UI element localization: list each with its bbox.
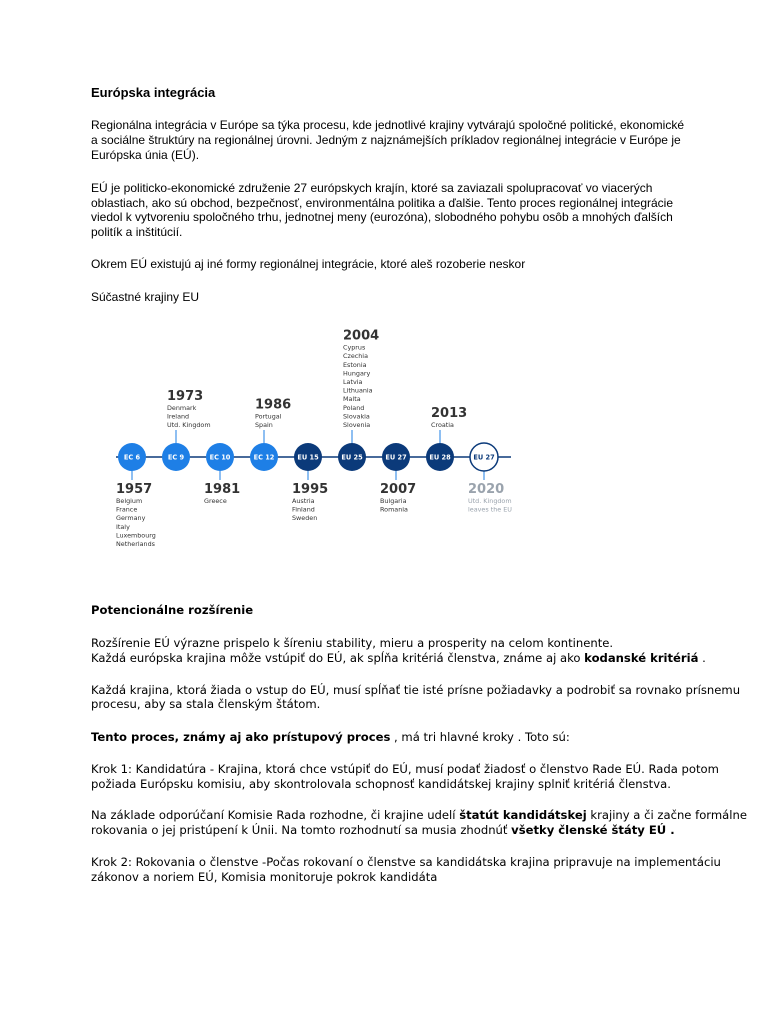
- bold-term: kodanské kritériá: [584, 651, 699, 665]
- milestone-year: 1957: [116, 482, 153, 497]
- member-country: Finland: [292, 505, 315, 514]
- milestone-year: 2020: [468, 482, 505, 497]
- text-run: , má tri hlavné kroky . Toto sú:: [390, 730, 570, 744]
- section-heading: Potencionálne rozšírenie: [91, 603, 254, 617]
- member-country: Austria: [292, 497, 315, 505]
- paragraph-line: [91, 823, 675, 838]
- member-country: Cyprus: [343, 343, 366, 352]
- member-country: France: [116, 505, 138, 514]
- paragraph-line: zákonov a noriem EÚ, Komisia monitoruje pokrok kandidáta: [91, 870, 438, 884]
- paragraph-line: Krok 2: Rokovania o členstve -Počas rokovaní o členstve sa kandidátska krajina pripravuje na implementáciu: [91, 855, 721, 869]
- member-country: Slovakia: [343, 412, 370, 421]
- member-country: Poland: [343, 403, 365, 412]
- paragraph-line: požiada Európsku komisiu, aby skontrolovala schopnosť kandidátskej krajiny splniť kritériá členstva.: [91, 777, 671, 791]
- paragraph-line: Súčastné krajiny EU: [91, 290, 200, 304]
- text-run: Na základe odporúčaní Komisie Rada rozhodne, či krajine udelí: [91, 808, 460, 822]
- member-country: Romania: [380, 505, 408, 514]
- member-country: Luxembourg: [116, 531, 156, 540]
- member-country: Estonia: [343, 360, 367, 369]
- member-country: Greece: [204, 497, 227, 505]
- milestone-year: 2013: [431, 406, 468, 421]
- paragraph-line: [91, 808, 747, 823]
- paragraph-line: Európska únia (EÚ).: [91, 148, 200, 162]
- eu-enlargement-timeline: [116, 316, 526, 556]
- member-country: leaves the EU: [468, 505, 512, 514]
- milestone-badge-label: EU 27: [385, 453, 407, 462]
- milestone-year: 1995: [292, 482, 329, 497]
- member-country: Bulgaria: [380, 497, 407, 505]
- member-country: Denmark: [167, 403, 197, 412]
- member-country: Malta: [343, 395, 361, 404]
- milestone-badge-label: EC 10: [209, 453, 231, 462]
- milestone-year: 2007: [380, 482, 417, 497]
- text-run: rokovania o jej pristúpení k Únii. Na tomto rozhodnutí sa musia zhodnúť: [91, 823, 512, 837]
- member-country: Hungary: [343, 369, 371, 378]
- milestone-badge-label: EC 12: [253, 453, 275, 462]
- member-country: Slovenia: [343, 421, 371, 429]
- milestone-year: 1986: [255, 397, 292, 413]
- member-country: Portugal: [255, 412, 282, 421]
- milestone-year: 2004: [343, 328, 380, 344]
- member-country: Ireland: [167, 412, 190, 421]
- member-country: Spain: [255, 421, 273, 429]
- page-title: Európska integrácia: [91, 85, 216, 100]
- paragraph-line: Okrem EÚ existujú aj iné formy regionálnej integrácie, ktoré aleš rozoberie neskor: [91, 257, 526, 271]
- paragraph-line: politík a inštitúcií.: [91, 225, 183, 239]
- paragraph-line: oblastiach, ako sú obchod, bezpečnosť, environmentálna politika a ďalšie. Tento proces regionálnej integrácie: [91, 196, 674, 210]
- paragraph-line: a sociálne štruktúry na regionálnej úrovni. Jedným z najznámejších príkladov regionálnej integrácie v Európe je: [91, 133, 681, 147]
- milestone-badge-label: EU 27: [473, 453, 495, 462]
- paragraph-line: Každá krajina, ktorá žiada o vstup do EÚ, musí spĺňať tie isté prísne požiadavky a podrobiť sa rovnako prísnemu: [91, 683, 741, 697]
- paragraph-line: [91, 730, 570, 745]
- paragraph-line: procesu, aby sa stala členským štátom.: [91, 697, 321, 711]
- member-country: Utd. Kingdom: [167, 421, 211, 429]
- milestone-year: 1981: [204, 482, 241, 497]
- member-country: Sweden: [292, 514, 318, 523]
- member-country: Latvia: [343, 378, 363, 386]
- member-country: Netherlands: [116, 540, 155, 548]
- member-country: Czechia: [343, 352, 369, 361]
- member-country: Utd. Kingdom: [468, 497, 512, 505]
- text-run: .: [698, 651, 706, 665]
- paragraph-line: [91, 651, 706, 666]
- text-run: krajiny a či začne formálne: [586, 808, 747, 822]
- paragraph-line: EÚ je politicko-ekonomické združenie 27 európskych krajín, ktoré sa zaviazali spolupracovať vo viacerých: [91, 181, 653, 195]
- milestone-year: 1973: [167, 388, 204, 404]
- paragraph-line: Krok 1: Kandidatúra - Krajina, ktorá chce vstúpiť do EÚ, musí podať žiadosť o členstvo Rade EÚ. Rada potom: [91, 762, 719, 776]
- paragraph-line: Regionálna integrácia v Európe sa týka procesu, kde jednotlivé krajiny vytvárajú spoločné politické, ekonomické: [91, 118, 684, 132]
- member-country: Lithuania: [343, 386, 373, 395]
- member-country: Belgium: [116, 497, 143, 505]
- paragraph-line: viedol k vytvoreniu spoločného trhu, jednotnej meny (eurozóna), slobodného pohybu osôb a mnohých ďalších: [91, 210, 673, 224]
- bold-term: Tento proces, známy aj ako prístupový proces: [91, 730, 391, 744]
- member-country: Germany: [116, 514, 146, 523]
- milestone-badge-label: EU 28: [429, 453, 451, 462]
- text-run: Každá európska krajina môže vstúpiť do EÚ, ak spĺňa kritériá členstva, známe aj ako: [91, 651, 585, 665]
- bold-term: všetky členské štáty EÚ .: [511, 823, 675, 837]
- milestone-badge-label: EU 15: [297, 453, 319, 462]
- milestone-badge-label: EU 25: [341, 453, 363, 462]
- bold-term: štatút kandidátskej: [459, 808, 587, 822]
- milestone-badge-label: EC 6: [123, 453, 141, 462]
- member-country: Italy: [116, 522, 130, 531]
- member-country: Croatia: [431, 421, 454, 429]
- paragraph-line: Rozšírenie EÚ výrazne prispelo k šíreniu stability, mieru a prosperity na celom kontinente.: [91, 636, 614, 650]
- milestone-badge-label: EC 9: [167, 453, 185, 462]
